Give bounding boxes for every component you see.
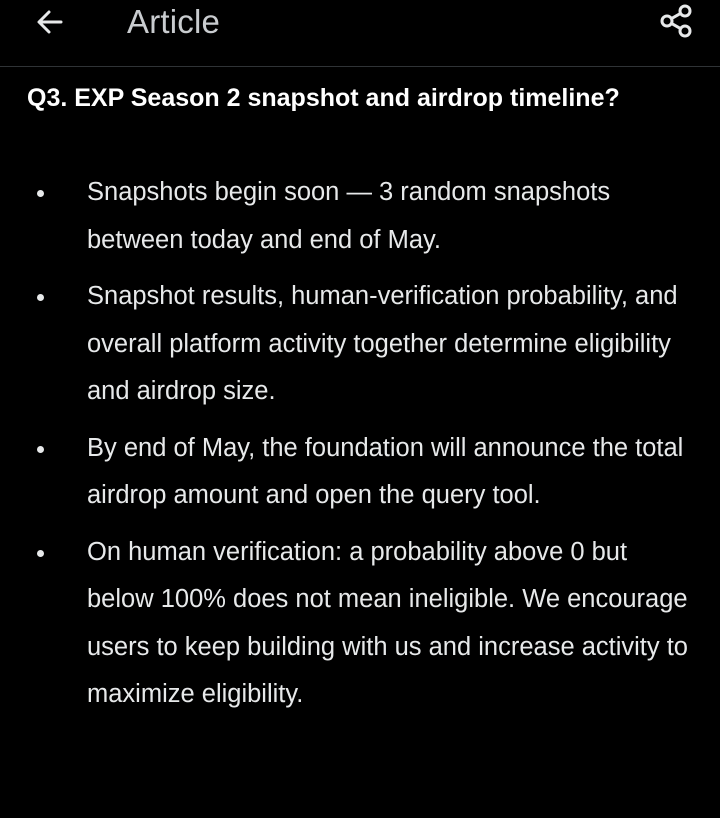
list-item [0,425,720,520]
share-icon [659,3,695,39]
list-item [0,169,720,264]
list-item-text: By end of May, the foundation will announce the total airdrop amount and open the query tool. [87,433,684,509]
page-title: Article [127,3,221,40]
bullet-icon [37,550,44,557]
bullet-icon [37,190,44,197]
top-bar [0,0,720,67]
list-item-text: Snapshots begin soon — 3 random snapshots between today and end of May. [87,178,611,254]
list-item [0,529,720,719]
list-item-text: Snapshot results, human-verification probability, and overall platform activity together determine eligibility and airdrop size. [87,282,678,405]
back-button[interactable] [30,2,70,42]
list-item-text: On human verification: a probability above 0 but below 100% does not mean ineligible. We encourage users to keep building with us and increase activity to maximize eligibility. [87,537,688,708]
question-heading: Q3. EXP Season 2 snapshot and airdrop timeline? [27,84,620,112]
list-item [0,273,720,416]
bullet-icon [37,446,44,453]
share-button[interactable] [656,0,698,42]
arrow-left-icon [34,6,66,38]
bullet-list [0,169,720,728]
bullet-icon [37,294,44,301]
